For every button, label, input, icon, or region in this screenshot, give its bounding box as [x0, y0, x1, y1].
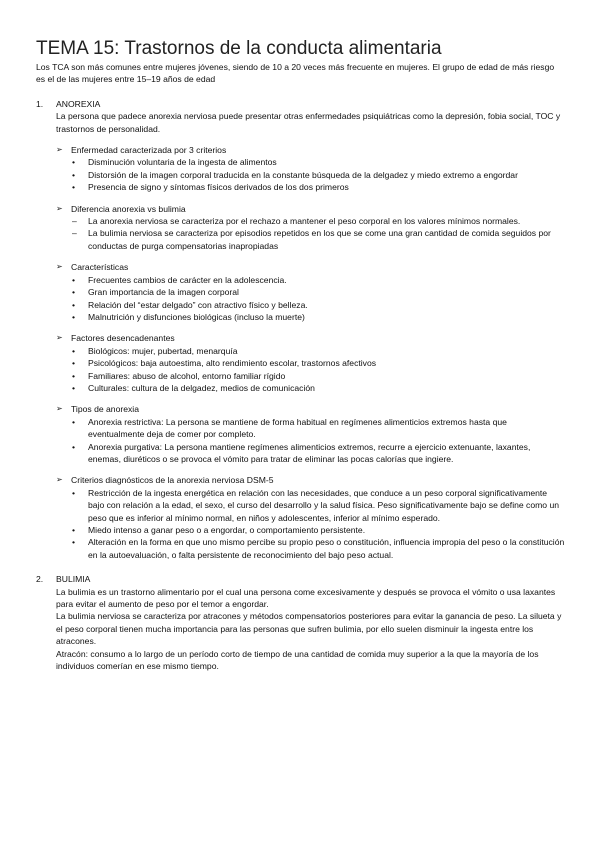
- list-item-text: Anorexia restrictiva: La persona se mantiene de forma habitual en regímenes alimenticios extremos hasta que eventualmente deja de comer por completo.: [88, 416, 507, 440]
- bullet-marker: •: [72, 487, 76, 498]
- bullet-list: [56, 215, 565, 252]
- section-body: [56, 586, 565, 673]
- list-item: [72, 357, 565, 369]
- bullet-marker: •: [72, 169, 76, 180]
- list-item-text: Disminución voluntaria de la ingesta de alimentos: [88, 157, 277, 168]
- list-item-text: Alteración en la forma en que uno mismo percibe su propio peso o constitución, influencia impropia del peso o la constitución en la autoevaluación, o falta persistente de reconocimiento del bajo peso actual.: [88, 537, 565, 560]
- subsection-title: Diferencia anorexia vs bulimia: [71, 203, 186, 214]
- list-item-text: Malnutrición y disfunciones biológicas (incluso la muerte): [88, 311, 305, 322]
- paragraph: Atracón: consumo a lo largo de un período corto de tiempo de una cantidad de comida muy superior a la que la mayoría de los individuos comerían en ese mismo tiempo.: [56, 648, 539, 672]
- bullet-marker: •: [72, 525, 76, 535]
- paragraph: La bulimia es un trastorno alimentario por el cual una persona come excesivamente y después se provoca el vómito o usa laxantes para evitar el aumento de peso por el temor a engordar.: [56, 586, 556, 610]
- subsection-title: Tipos de anorexia: [71, 404, 139, 415]
- bullet-marker: •: [72, 182, 76, 193]
- section-number: 1.: [36, 98, 44, 109]
- bullet-marker: •: [72, 382, 76, 393]
- bullet-list: [56, 487, 565, 561]
- list-item: [72, 215, 565, 227]
- bullet-marker: •: [72, 311, 76, 322]
- section-title: ANOREXIA: [56, 98, 101, 109]
- section-heading: [36, 573, 565, 585]
- subsection-title: Características: [71, 262, 129, 273]
- bullet-marker: •: [72, 157, 76, 168]
- section-title: BULIMIA: [56, 574, 91, 585]
- subsection-heading: [56, 332, 565, 344]
- section-intro: La persona que padece anorexia nerviosa puede presentar otras enfermedades psiquiátricas como la depresión, fobia social, TOC y trastornos de personalidad.: [56, 111, 561, 134]
- section-heading: [36, 98, 565, 110]
- arrowhead-bullet-icon: ➢: [56, 475, 63, 485]
- bullet-marker: •: [72, 416, 76, 427]
- list-item: [72, 524, 565, 536]
- list-item: [72, 345, 565, 357]
- list-item-text: Distorsión de la imagen corporal traducida en la constante búsqueda de la delgadez y miedo extremo a engordar: [88, 169, 518, 180]
- arrowhead-bullet-icon: ➢: [56, 404, 63, 414]
- list-item-text: Miedo intenso a ganar peso o a engordar, o comportamiento persistente.: [88, 525, 366, 535]
- subsection-title: Criterios diagnósticos de la anorexia nerviosa DSM-5: [71, 475, 274, 486]
- section-number: 2.: [36, 574, 44, 585]
- bullet-marker: •: [72, 358, 76, 369]
- arrowhead-bullet-icon: ➢: [56, 203, 63, 213]
- list-item: [72, 487, 565, 524]
- paragraph: La bulimia nerviosa se caracteriza por atracones y métodos compensatorios posteriores para evitar la ganancia de peso. La silueta y el peso corporal tienen mucha importancia para las personas que sufren bulimia, por ello suelen disminuir la ingesta entre los atracones.: [56, 611, 562, 647]
- list-item-text: Restricción de la ingesta energética en relación con las necesidades, que conduce a un peso corporal significativamente bajo con relación a la edad, el sexo, el curso del desarrollo y la salud física. Peso significativamente bajo se define como un peso que es inferior al mínimo normal, en niños y adolescentes, inferior al mínimo esperado.: [88, 487, 560, 523]
- page-title: TEMA 15: Trastornos de la conducta alimentaria: [36, 38, 442, 59]
- bullet-marker: •: [72, 370, 76, 381]
- list-item-text: Biológicos: mujer, pubertad, menarquía: [88, 345, 238, 356]
- list-item-text: La bulimia nerviosa se caracteriza por episodios repetidos en los que se come una gran cantidad de comida seguidos por conductas de purga compensatorias inapropiadas: [88, 228, 551, 251]
- list-item: [72, 311, 565, 323]
- subsection-heading: [56, 403, 565, 415]
- subsection-title: Factores desencadenantes: [71, 333, 175, 344]
- subsection-heading: [56, 203, 565, 215]
- subsection-heading: [56, 474, 565, 486]
- section-bulimia: [36, 573, 565, 672]
- subsection: [56, 261, 565, 323]
- subsection: [56, 403, 565, 465]
- list-item: [72, 441, 565, 466]
- list-item-text: Presencia de signo y síntomas físicos derivados de los dos primeros: [88, 182, 349, 193]
- list-item-text: Psicológicos: baja autoestima, alto rendimiento escolar, trastornos afectivos: [88, 358, 377, 369]
- bullet-marker: •: [72, 345, 76, 356]
- list-item-text: Gran importancia de la imagen corporal: [88, 287, 239, 298]
- bullet-list: [56, 156, 565, 193]
- subsection: [56, 144, 565, 194]
- list-item: [72, 536, 565, 561]
- bullet-marker: –: [72, 216, 77, 227]
- list-item: [72, 370, 565, 382]
- list-item-text: Familiares: abuso de alcohol, entorno familiar rígido: [88, 370, 286, 381]
- list-item: [72, 227, 565, 252]
- subsection-title: Enfermedad caracterizada por 3 criterios: [71, 145, 227, 156]
- list-item: [72, 169, 565, 181]
- bullet-marker: •: [72, 274, 76, 285]
- bullet-marker: •: [72, 441, 76, 452]
- bullet-marker: •: [72, 287, 76, 298]
- list-item: [72, 382, 565, 394]
- subsection: [56, 332, 565, 394]
- list-item-text: Relación del “estar delgado” con atractivo físico y belleza.: [88, 299, 308, 310]
- arrowhead-bullet-icon: ➢: [56, 262, 63, 272]
- arrowhead-bullet-icon: ➢: [56, 145, 63, 155]
- bullet-marker: –: [72, 228, 77, 239]
- list-item: [72, 274, 565, 286]
- bullet-marker: •: [72, 299, 76, 310]
- list-item-text: La anorexia nerviosa se caracteriza por el rechazo a mantener el peso corporal en los valores mínimos normales.: [88, 216, 521, 227]
- subsection: [56, 474, 565, 561]
- subsection-heading: [56, 261, 565, 273]
- intro-paragraph: Los TCA son más comunes entre mujeres jóvenes, siendo de 10 a 20 veces más frecuente en mujeres. El grupo de edad de más riesgo es el de las mujeres entre 15–19 años de edad: [36, 62, 555, 85]
- subsection-list: [36, 144, 565, 561]
- list-item: [72, 156, 565, 168]
- subsection-heading: [56, 144, 565, 156]
- list-item-text: Anorexia purgativa: La persona mantiene regímenes alimenticios extremos, recurre a ejercicio extenuante, laxantes, enemas, diuréticos o se provoca el vómito para tratar de eliminar las pocas calorías que ingiere.: [88, 441, 531, 464]
- list-item: [72, 299, 565, 311]
- section-anorexia: [36, 98, 565, 561]
- subsection: [56, 203, 565, 253]
- bullet-list: [56, 345, 565, 395]
- arrowhead-bullet-icon: ➢: [56, 333, 63, 343]
- list-item-text: Frecuentes cambios de carácter en la adolescencia.: [88, 274, 287, 285]
- bullet-list: [56, 416, 565, 466]
- bullet-list: [56, 274, 565, 324]
- list-item-text: Culturales: cultura de la delgadez, medios de comunicación: [88, 382, 315, 393]
- list-item: [72, 416, 565, 441]
- bullet-marker: •: [72, 537, 76, 548]
- list-item: [72, 181, 565, 193]
- list-item: [72, 286, 565, 298]
